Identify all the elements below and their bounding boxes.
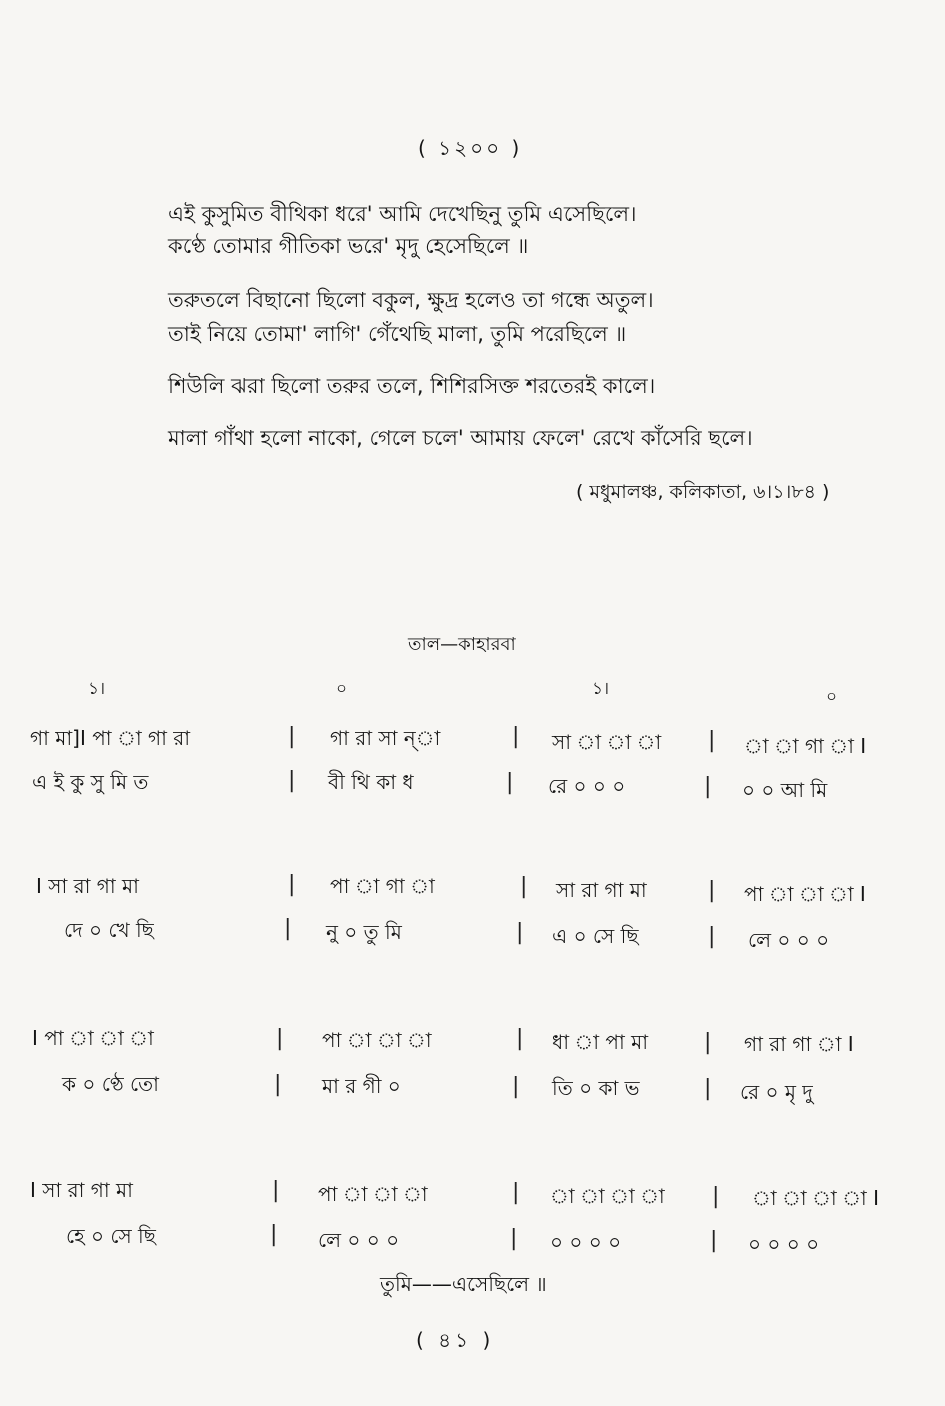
syllable-group: মা র গী ০ [322, 1074, 401, 1098]
bar-line: | [288, 768, 296, 793]
syllable-group: ০ ০ ০ ০ [748, 1232, 820, 1256]
ending-line: তুমি——এসেছিলে ॥ [380, 1272, 547, 1296]
swara-group: ধা া পা মা [552, 1030, 649, 1054]
verse-line: শিউলি ঝরা ছিলো তরুর তলে, শিশিরসিক্ত শরতেরই কালে। [168, 374, 656, 398]
syllable-group: এ ০ সে ছি [552, 924, 639, 948]
verse-line: তাই নিয়ে তোমা' লাগি' গেঁথেছি মালা, তুমি পরেছিলে ॥ [168, 322, 627, 346]
bar-line: | [272, 1178, 280, 1203]
bar-line: | [276, 1026, 284, 1051]
syllable-group: রে ০ মৃ দু [740, 1080, 813, 1104]
syllable-group: বী থি কা ধ [328, 770, 414, 794]
bar-line: | [516, 920, 524, 945]
bhag-mark: ১। [88, 679, 106, 699]
syllable-group: রে ০ ০ ০ [548, 774, 626, 798]
page-number: ( ৪১ ) [416, 1328, 495, 1352]
bar-line: | [274, 1072, 282, 1097]
bar-line: | [704, 1030, 712, 1055]
tala-heading: তাল—কাহারবা [408, 634, 516, 655]
syllable-group: তি ০ কা ভ [552, 1076, 640, 1100]
bhag-mark: ০ [826, 687, 838, 707]
bar-line: | [704, 1076, 712, 1101]
song-number: ( ১২০০ ) [418, 136, 523, 160]
verse-line: কণ্ঠে তোমার গীতিকা ভরে' মৃদু হেসেছিলে ॥ [168, 234, 529, 258]
syllable-group: ০ ০ ০ ০ [550, 1230, 622, 1254]
swara-group: I সা রা গা মা [30, 1178, 133, 1202]
credit: ( মধুমালঞ্চ, কলিকাতা, ৬।১।৮৪ ) [576, 481, 830, 503]
bar-line: | [510, 1226, 518, 1251]
verse-line: তরুতলে বিছানো ছিলো বকুল, ক্ষুদ্র হলেও তা গন্ধে অতুল। [168, 288, 654, 312]
bar-line: | [512, 1074, 520, 1099]
swara-group: গা রা গা া I [744, 1032, 854, 1056]
bar-line: | [284, 916, 292, 941]
swara-group: গা রা সা ন্‌া [330, 726, 441, 750]
bar-line: | [270, 1222, 278, 1247]
swara-group: পা া া া I [744, 882, 866, 906]
swara-group: া া া া I [752, 1186, 879, 1210]
bar-line: | [520, 874, 528, 899]
swara-group: সা া া া [552, 730, 662, 754]
verse-line: মালা গাঁথা হলো নাকো, গেলে চলে' আমায় ফেলে' রেখে কাঁসেরি ছলে। [168, 426, 753, 450]
swara-group: পা া গা া [330, 874, 435, 898]
syllable-group: ০ ০ আ মি [742, 778, 828, 802]
swara-group: পা া া া [318, 1182, 428, 1206]
syllable-group: এ ই কু সু মি ত [32, 770, 149, 794]
bar-line: | [708, 878, 716, 903]
bar-line: | [712, 1184, 720, 1209]
syllable-group: ক ০ ণ্ঠে তো [62, 1072, 159, 1096]
bar-line: | [512, 724, 520, 749]
syllable-group: লে ০ ০ ০ [318, 1228, 400, 1252]
swara-group: সা রা গা মা [556, 878, 647, 902]
syllable-group: লে ০ ০ ০ [748, 928, 830, 952]
swara-group: া া া া [550, 1184, 665, 1208]
bar-line: | [708, 924, 716, 949]
swara-group: I সা রা গা মা [36, 874, 139, 898]
swara-group: পা া া া [322, 1028, 432, 1052]
bhag-mark: ১। [592, 679, 610, 699]
swara-group: া া গা া I [744, 734, 867, 758]
syllable-group: হে ০ সে ছি [66, 1224, 156, 1248]
bar-line: | [506, 770, 514, 795]
bar-line: | [288, 724, 296, 749]
bhag-mark: ০ [336, 679, 348, 699]
verse-line: এই কুসুমিত বীথিকা ধরে' আমি দেখেছিনু তুমি এসেছিলে। [168, 202, 637, 226]
bar-line: | [288, 872, 296, 897]
syllable-group: দে ০ খে ছি [64, 918, 154, 942]
swara-group: গা মা]I পা া গা রা [30, 726, 191, 750]
bar-line: | [512, 1180, 520, 1205]
bar-line: | [704, 774, 712, 799]
bar-line: | [708, 728, 716, 753]
bar-line: | [710, 1228, 718, 1253]
bar-line: | [516, 1026, 524, 1051]
syllable-group: নু ০ তু মি [326, 920, 402, 944]
swara-group: I পা া া া [32, 1026, 154, 1050]
